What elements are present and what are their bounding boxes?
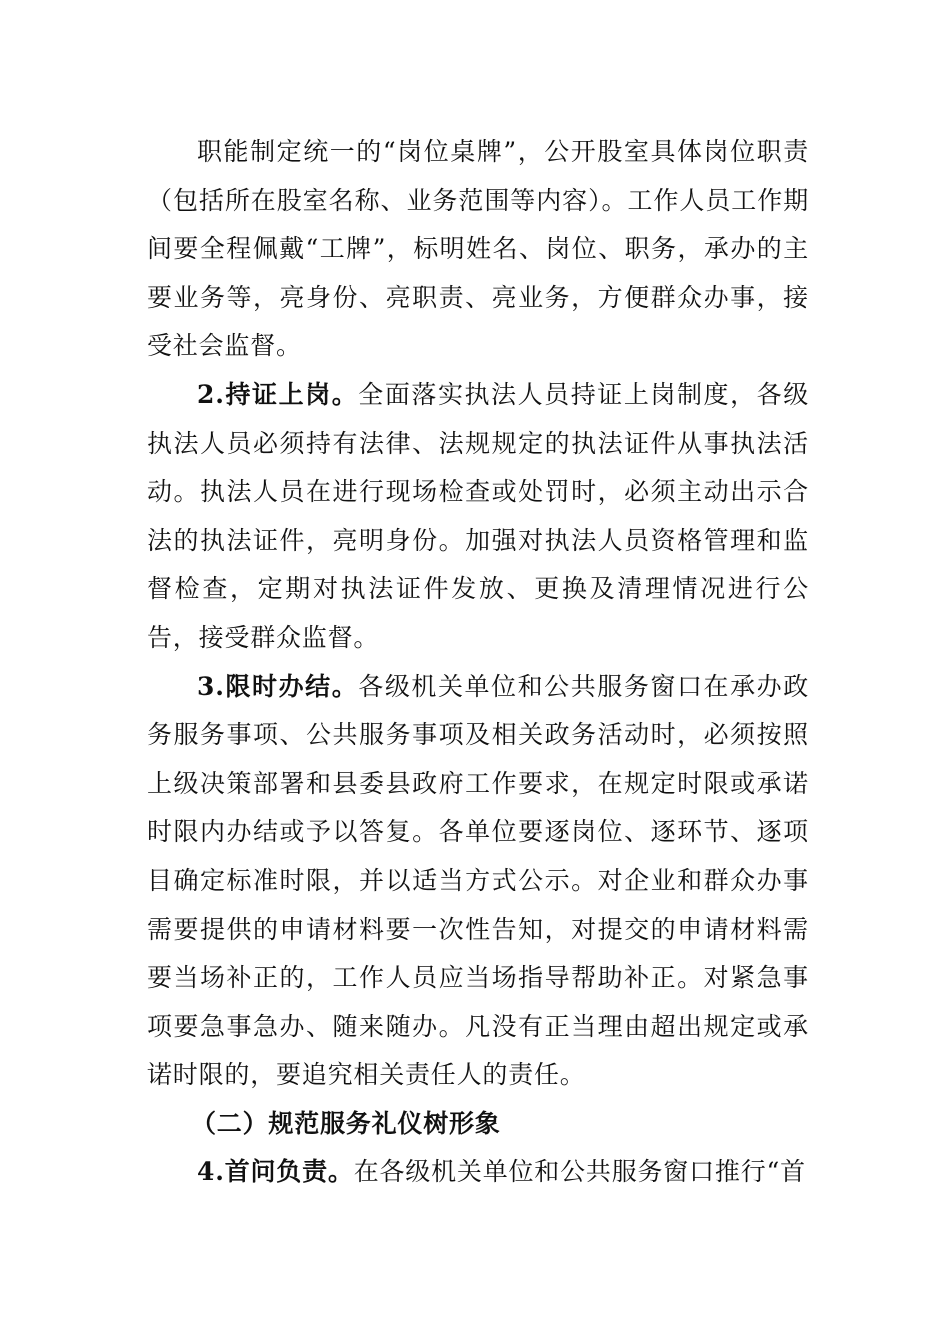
paragraph-text: 全面落实执法人员持证上岗制度，各级执法人员必须持有法律、法规规定的执法证件从事执法活动。执法人员在进行现场检查或处罚时，必须主动出示合法的执法证件，亮明身份。加强对执法人员资格管理和监督检查，定期对执法证件发放、更换及清理情况进行公告，接受群众监督。 xyxy=(147,379,810,652)
section-heading: （二）规范服务礼仪树形象 xyxy=(191,1108,501,1138)
paragraph-certified-duty xyxy=(147,371,809,663)
document-page xyxy=(147,128,809,1197)
paragraph-text: 职能制定统一的“岗位桌牌”，公开股室具体岗位职责（包括所在股室名称、业务范围等内容）。工作人员工作期间要全程佩戴“工牌”，标明姓名、岗位、职务，承办的主要业务等，亮身份、亮职责、亮业务，方便群众办事，接受社会监督。 xyxy=(147,137,809,361)
paragraph-first-inquiry xyxy=(147,1148,809,1197)
paragraph-lead: 4.首问负责。 xyxy=(197,1157,354,1187)
paragraph-lead: 2.持证上岗。 xyxy=(197,379,359,409)
paragraph-text: 在各级机关单位和公共服务窗口推行“首 xyxy=(353,1157,806,1187)
paragraph-job-plates xyxy=(147,128,809,371)
paragraph-text: 各级机关单位和公共服务窗口在承办政务服务事项、公共服务事项及相关政务活动时，必须按照上级决策部署和县委县政府工作要求，在规定时限或承诺时限内办结或予以答复。各单位要逐岗位、逐环节、逐项目确定标准时限，并以适当方式公示。对企业和群众办事需要提供的申请材料要一次性告知，对提交的申请材料需要当场补正的，工作人员应当场指导帮助补正。对紧急事项要急事急办、随来随办。凡没有正当理由超出规定或承诺时限的，要追究相关责任人的责任。 xyxy=(147,671,810,1090)
paragraph-time-limit xyxy=(147,663,809,1100)
paragraph-lead: 3.限时办结。 xyxy=(197,671,359,701)
